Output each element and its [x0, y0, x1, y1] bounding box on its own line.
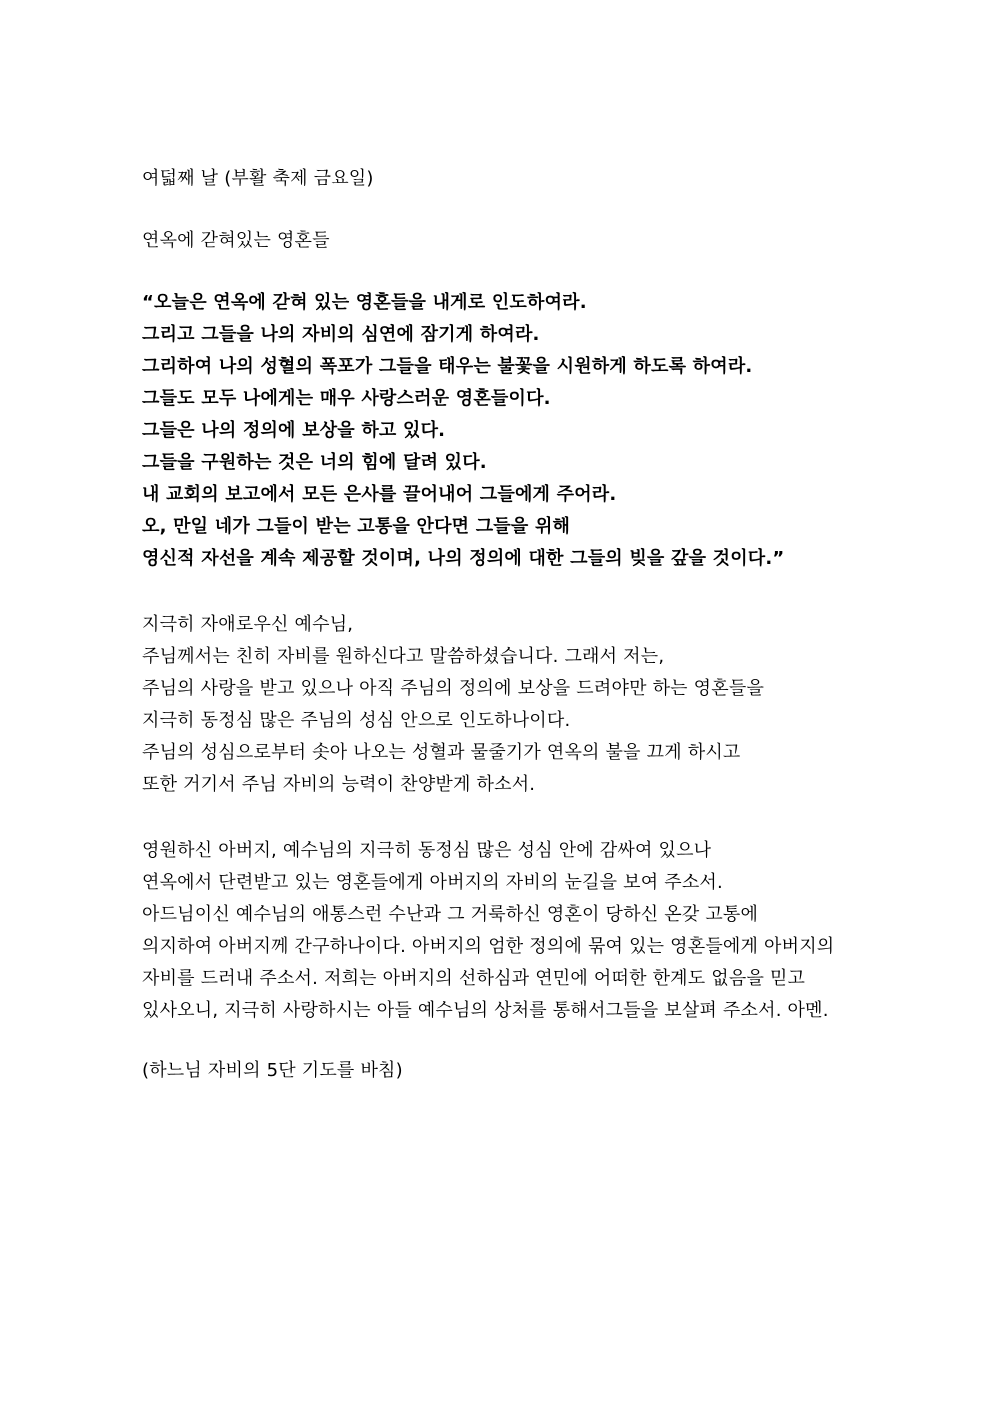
- quote-line: 그들을 구원하는 것은 너의 힘에 달려 있다.: [142, 452, 487, 473]
- quote-line: 그리하여 나의 성혈의 폭포가 그들을 태우는 불꽃을 시원하게 하도록 하여라.: [142, 356, 753, 377]
- prayer-line: 의지하여 아버지께 간구하나이다. 아버지의 엄한 정의에 묶여 있는 영혼들에게 아버지의: [142, 936, 835, 957]
- prayer-line: 또한 거기서 주님 자비의 능력이 찬양받게 하소서.: [142, 774, 536, 795]
- prayer-line: 자비를 드러내 주소서. 저희는 아버지의 선하심과 연민에 어떠한 한계도 없음을 믿고: [142, 968, 806, 989]
- prayer-paragraph-2: [142, 835, 882, 1027]
- prayer-line: 있사오니, 지극히 사랑하시는 아들 예수님의 상처를 통해서그들을 보살펴 주소서. 아멘.: [142, 1000, 829, 1021]
- prayer-line: 주님의 사랑을 받고 있으나 아직 주님의 정의에 보상을 드려야만 하는 영혼들을: [142, 678, 765, 699]
- closing-note: (하느님 자비의 5단 기도를 바침): [142, 1060, 403, 1081]
- prayer-line: 지극히 자애로우신 예수님,: [142, 614, 354, 635]
- document-content: [142, 163, 882, 1087]
- section-subtitle: 연옥에 갇혀있는 영혼들: [142, 230, 330, 251]
- prayer-line: 주님께서는 친히 자비를 원하신다고 말씀하셨습니다. 그래서 저는,: [142, 646, 665, 667]
- prayer-line: 아드님이신 예수님의 애통스런 수난과 그 거룩하신 영혼이 당하신 온갖 고통에: [142, 904, 759, 925]
- quote-line: 내 교회의 보고에서 모든 은사를 끌어내어 그들에게 주어라.: [142, 484, 617, 505]
- prayer-line: 연옥에서 단련받고 있는 영혼들에게 아버지의 자비의 눈길을 보여 주소서.: [142, 872, 723, 893]
- day-title: 여덟째 날 (부활 축제 금요일): [142, 168, 374, 189]
- prayer-line: 지극히 동정심 많은 주님의 성심 안으로 인도하나이다.: [142, 710, 571, 731]
- quote-paragraph: [142, 287, 882, 575]
- prayer-line: 주님의 성심으로부터 솟아 나오는 성혈과 물줄기가 연옥의 불을 끄게 하시고: [142, 742, 741, 763]
- quote-line: 그들은 나의 정의에 보상을 하고 있다.: [142, 420, 446, 441]
- prayer-line: 영원하신 아버지, 예수님의 지극히 동정심 많은 성심 안에 감싸여 있으나: [142, 840, 712, 861]
- quote-line: 영신적 자선을 계속 제공할 것이며, 나의 정의에 대한 그들의 빚을 갚을 것이다.”: [142, 548, 785, 569]
- quote-line: 그리고 그들을 나의 자비의 심연에 잠기게 하여라.: [142, 324, 540, 345]
- quote-line: 그들도 모두 나에게는 매우 사랑스러운 영혼들이다.: [142, 388, 551, 409]
- prayer-paragraph-1: [142, 609, 882, 801]
- quote-line: 오, 만일 네가 그들이 받는 고통을 안다면 그들을 위해: [142, 516, 571, 537]
- quote-line: “오늘은 연옥에 갇혀 있는 영혼들을 내게로 인도하여라.: [142, 292, 587, 313]
